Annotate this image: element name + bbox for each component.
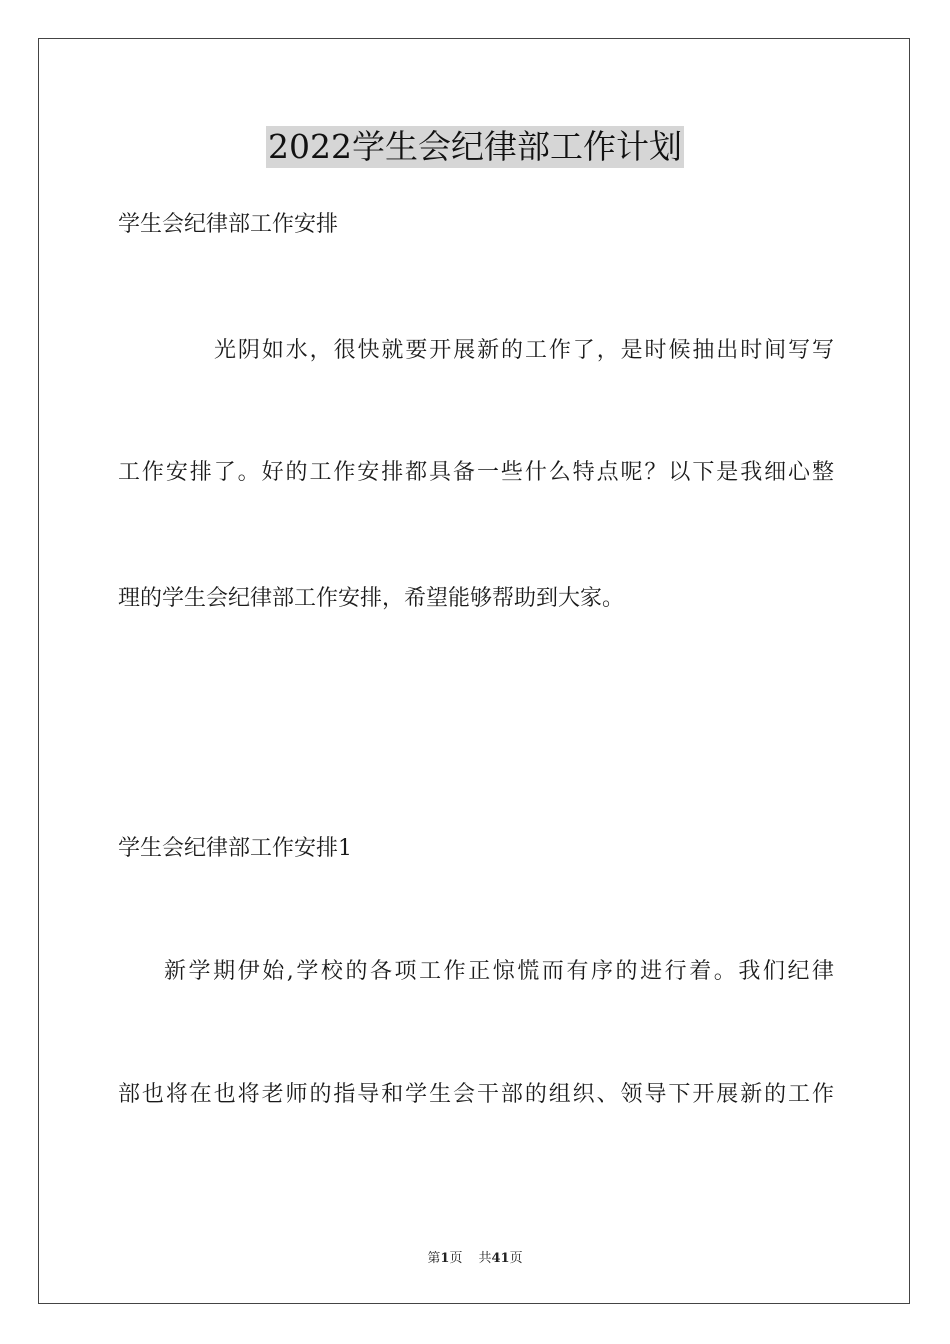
paragraph-line: 理的学生会纪律部工作安排，希望能够帮助到大家。 bbox=[118, 586, 625, 611]
total-pages: 41 bbox=[491, 1251, 510, 1266]
paragraph-line: 工作安排了。好的工作安排都具备一些什么特点呢？以下是我细心整 bbox=[118, 460, 834, 485]
page-suffix: 页 bbox=[449, 1251, 463, 1266]
section-heading: 学生会纪律部工作安排1 bbox=[118, 836, 352, 861]
total-prefix: 共 bbox=[478, 1251, 492, 1266]
document-title: 2022学生会纪律部工作计划 bbox=[268, 127, 682, 166]
total-suffix: 页 bbox=[509, 1251, 523, 1266]
paragraph-line: 光阴如水，很快就要开展新的工作了，是时候抽出时间写写 bbox=[214, 338, 834, 363]
page-footer bbox=[0, 1247, 950, 1266]
paragraph-line: 部也将在也将老师的指导和学生会干部的组织、领导下开展新的工作 bbox=[118, 1082, 834, 1107]
page-prefix: 第 bbox=[427, 1251, 441, 1266]
paragraph-line: 新学期伊始,学校的各项工作正惊慌而有序的进行着。我们纪律 bbox=[164, 959, 834, 984]
title-container bbox=[0, 126, 950, 168]
page-number: 1 bbox=[440, 1251, 450, 1266]
section-heading: 学生会纪律部工作安排 bbox=[118, 212, 339, 237]
